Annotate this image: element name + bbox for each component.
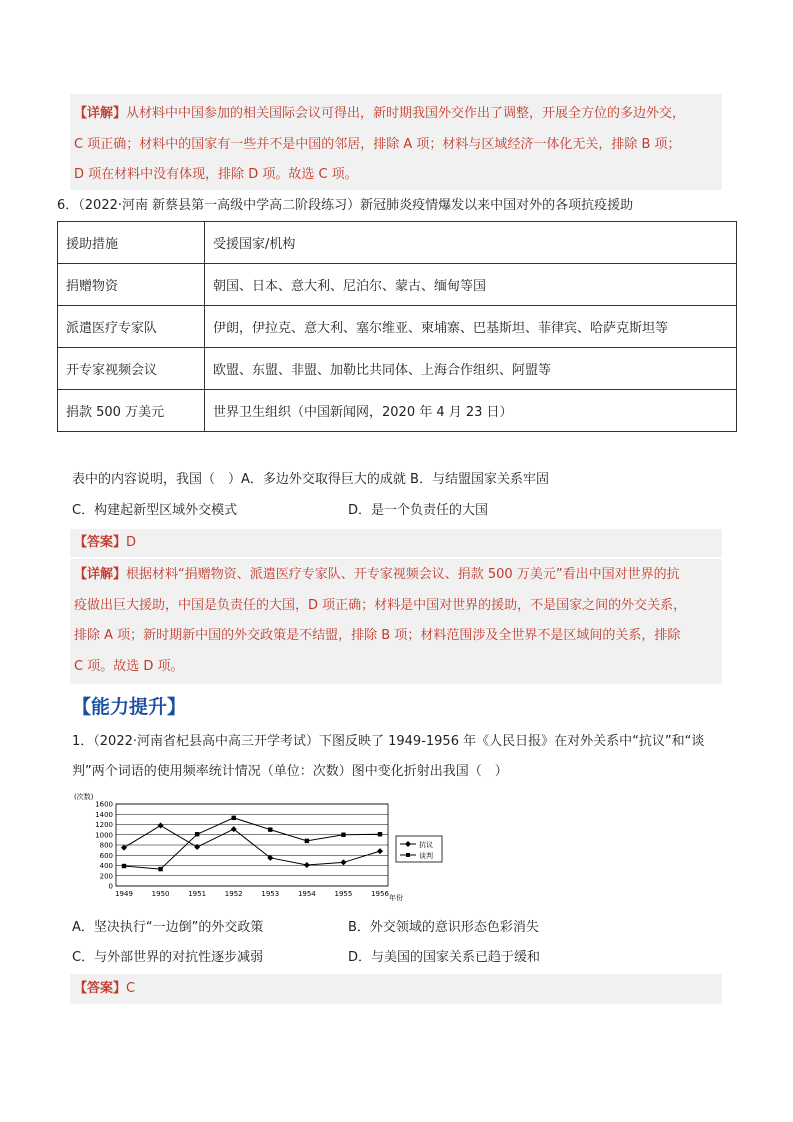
q6-answer: 【答案】D xyxy=(74,535,137,550)
table-header: 援助措施 xyxy=(58,222,205,264)
q1-option-c: C．与外部世界的对抗性逐步减弱 xyxy=(72,950,264,965)
table-row xyxy=(58,348,737,390)
data-point-negotiation xyxy=(232,816,236,820)
y-tick-label: 0 xyxy=(108,882,113,891)
x-tick-label: 1951 xyxy=(188,890,207,898)
table-cell: 世界卫生组织（中国新闻网，2020 年 4 月 23 日） xyxy=(205,390,737,432)
data-point-protest xyxy=(377,848,383,854)
q1-option-b: B．外交领域的意识形态色彩消失 xyxy=(348,920,539,935)
data-point-protest xyxy=(340,859,346,865)
data-point-negotiation xyxy=(341,833,345,837)
data-point-protest xyxy=(121,845,127,851)
y-tick-label: 200 xyxy=(99,872,113,881)
legend-marker-square xyxy=(406,853,410,857)
table-cell: 派遣医疗专家队 xyxy=(58,306,205,348)
x-tick-label: 1954 xyxy=(297,890,316,898)
q6-detail-line2: 疫做出巨大援助，中国是负责任的大国，D 项正确；材料是中国对世界的援助，不是国家之间的外交关系， xyxy=(74,598,687,613)
table-cell: 开专家视频会议 xyxy=(58,348,205,390)
q5-detail-line3: D 项在材料中没有体现，排除 D 项。故选 C 项。 xyxy=(74,167,358,182)
series-line-protest xyxy=(124,826,380,865)
table-row xyxy=(58,264,737,306)
q6-option-d: D．是一个负责任的大国 xyxy=(348,503,489,518)
y-tick-label: 1600 xyxy=(95,800,113,809)
table-cell: 朝国、日本、意大利、尼泊尔、蒙古、缅甸等国 xyxy=(205,264,737,306)
data-point-negotiation xyxy=(268,827,272,831)
q1-option-a: A．坚决执行“一边倒”的外交政策 xyxy=(72,920,264,935)
data-point-negotiation xyxy=(305,839,309,843)
x-tick-label: 1950 xyxy=(151,890,170,898)
x-tick-label: 1953 xyxy=(261,890,280,898)
frequency-line-chart xyxy=(60,788,460,910)
x-tick-label: 1949 xyxy=(115,890,133,898)
x-tick-label: 1956 xyxy=(371,890,389,898)
table-cell: 伊朗，伊拉克、意大利、塞尔维亚、柬埔寨、巴基斯坦、菲律宾、哈萨克斯坦等 xyxy=(205,306,737,348)
table-cell: 欧盟、东盟、非盟、加勒比共同体、上海合作组织、阿盟等 xyxy=(205,348,737,390)
q6-detail-line3: 排除 A 项；新时期新中国的外交政策是不结盟，排除 B 项；材料范围涉及全世界不是区域间的关系，排除 xyxy=(74,628,681,643)
detail-tag: 【详解】 xyxy=(74,106,127,121)
data-point-protest xyxy=(304,862,310,868)
y-axis-label: (次数) xyxy=(74,793,94,801)
data-point-negotiation xyxy=(378,832,382,836)
data-point-protest xyxy=(158,823,164,829)
y-tick-label: 600 xyxy=(99,851,113,860)
q6-answer-box xyxy=(70,529,722,557)
legend-label-negotiation: 谈判 xyxy=(419,852,433,860)
data-point-negotiation xyxy=(158,867,162,871)
y-tick-label: 1400 xyxy=(95,810,113,819)
q5-detail-line2: C 项正确；材料中的国家有一些并不是中国的邻居，排除 A 项；材料与区域经济一体化无关，排除 B 项； xyxy=(74,137,681,152)
q1-stem-line2: 判”两个词语的使用频率统计情况（单位：次数）图中变化折射出我国（ ） xyxy=(72,764,508,779)
y-tick-label: 1200 xyxy=(95,821,113,829)
y-tick-label: 800 xyxy=(99,841,113,850)
data-point-negotiation xyxy=(195,832,199,836)
q1-option-d: D．与美国的国家关系已趋于缓和 xyxy=(348,950,541,965)
q5-detail-line1: 【详解】从材料中中国参加的相关国际会议可得出，新时期我国外交作出了调整，开展全方位的多边外交， xyxy=(74,106,686,121)
table-header: 受援国家/机构 xyxy=(205,222,737,264)
x-tick-label: 1955 xyxy=(334,890,353,898)
q1-stem-line1: 1．（2022·河南省杞县高中高三开学考试）下图反映了 1949-1956 年《人民日报》在对外关系中“抗议”和“谈 xyxy=(72,734,705,749)
q1-answer: 【答案】C xyxy=(74,981,136,996)
q1-answer-box xyxy=(70,974,722,1004)
table-cell: 捐赠物资 xyxy=(58,264,205,306)
data-point-negotiation xyxy=(122,864,126,868)
table-row xyxy=(58,390,737,432)
q6-stem: 6．（2022·河南 新蔡县第一高级中学高二阶段练习）新冠肺炎疫情爆发以来中国对外的各项抗疫援助 xyxy=(57,198,634,213)
legend-label-protest: 抗议 xyxy=(419,841,433,849)
table-row xyxy=(58,222,737,264)
aid-table xyxy=(57,221,737,432)
q6-option-c: C．构建起新型区域外交模式 xyxy=(72,503,238,518)
table-row xyxy=(58,306,737,348)
y-tick-label: 1000 xyxy=(95,831,113,840)
q6-question: 表中的内容说明，我国（ ）A．多边外交取得巨大的成就 B．与结盟国家关系牢固 xyxy=(72,472,549,487)
y-tick-label: 400 xyxy=(99,862,113,870)
q6-detail-line4: C 项。故选 D 项。 xyxy=(74,659,184,674)
q6-detail-line1: 【详解】根据材料“捐赠物资、派遣医疗专家队、开专家视频会议、捐款 500 万美元”看出中国对世界的抗 xyxy=(74,567,680,582)
section-title: 【能力提升】 xyxy=(72,696,187,718)
x-tick-label: 1952 xyxy=(224,890,243,898)
table-cell: 捐款 500 万美元 xyxy=(58,390,205,432)
x-axis-label: 年份 xyxy=(389,894,403,902)
